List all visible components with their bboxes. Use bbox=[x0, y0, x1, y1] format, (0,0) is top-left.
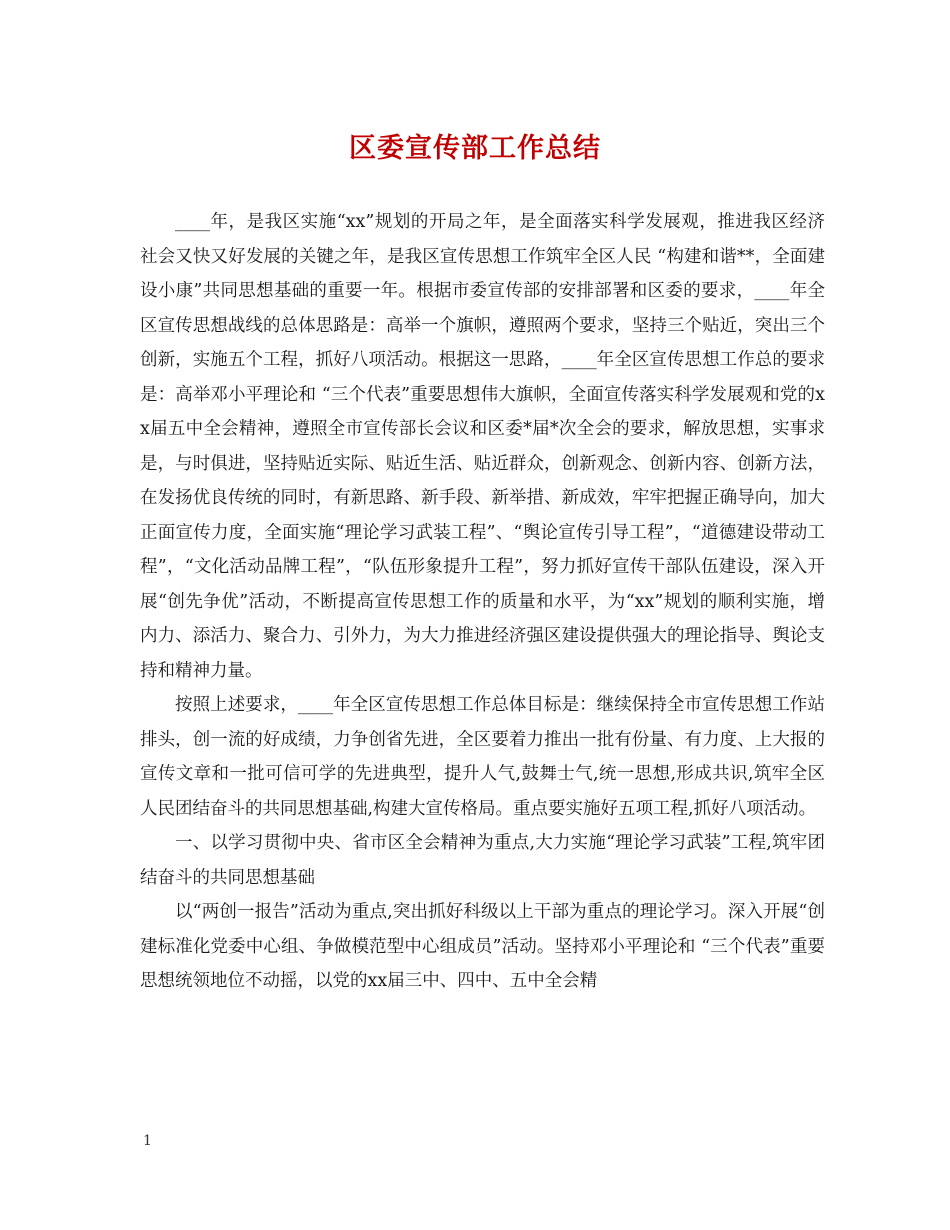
document-body bbox=[140, 205, 825, 999]
paragraph-intro: ____年，是我区实施“xx”规划的开局之年，是全面落实科学发展观，推进我区经济社会又快又好发展的关键之年，是我区宣传思想工作筑牢全区人民 “构建和谐**，全面建设小康”共同思想基础的重要一年。根据市委宣传部的安排部署和区委的要求，____年全区宣传思想战线的总体思路是：高举一个旗帜，遵照两个要求，坚持三个贴近，突出三个创新，实施五个工程，抓好八项活动。根据这一思路，____年全区宣传思想工作总的要求是：高举邓小平理论和 “三个代表”重要思想伟大旗帜，全面宣传落实科学发展观和党的xx届五中全会精神，遵照全市宣传部长会议和区委*届*次全会的要求，解放思想，实事求是，与时俱进，坚持贴近实际、贴近生活、贴近群众，创新观念、创新内容、创新方法，在发扬优良传统的同时，有新思路、新手段、新举措、新成效，牢牢把握正确导向，加大正面宣传力度，全面实施“理论学习武装工程”、“舆论宣传引导工程”，“道德建设带动工程”，“文化活动品牌工程”，“队伍形象提升工程”，努力抓好宣传干部队伍建设，深入开展“创先争优”活动，不断提高宣传思想工作的质量和水平，为“xx”规划的顺利实施，增内力、添活力、聚合力、引外力，为大力推进经济强区建设提供强大的理论指导、舆论支持和精神力量。 bbox=[140, 212, 825, 681]
page-number: 1 bbox=[143, 1133, 152, 1149]
section-heading-1: 一、以学习贯彻中央、省市区全会精神为重点,大力实施“理论学习武装”工程,筑牢团结奋斗的共同思想基础 bbox=[140, 833, 825, 888]
paragraph-section-1: 以“两创一报告”活动为重点,突出抓好科级以上干部为重点的理论学习。深入开展“创建标准化党委中心组、争做模范型中心组成员”活动。坚持邓小平理论和 “三个代表”重要思想统领地位不动摇，以党的xx届三中、四中、五中全会精 bbox=[140, 902, 825, 991]
paragraph-goals: 按照上述要求，____年全区宣传思想工作总体目标是：继续保持全市宣传思想工作站排头，创一流的好成绩，力争创省先进，全区要着力推出一批有份量、有力度、上大报的宣传文章和一批可信可学的先进典型，提升人气,鼓舞士气,统一思想,形成共识,筑牢全区人民团结奋斗的共同思想基础,构建大宣传格局。重点要实施好五项工程,抓好八项活动。 bbox=[140, 695, 825, 819]
document-title: 区委宣传部工作总结 bbox=[349, 133, 601, 164]
